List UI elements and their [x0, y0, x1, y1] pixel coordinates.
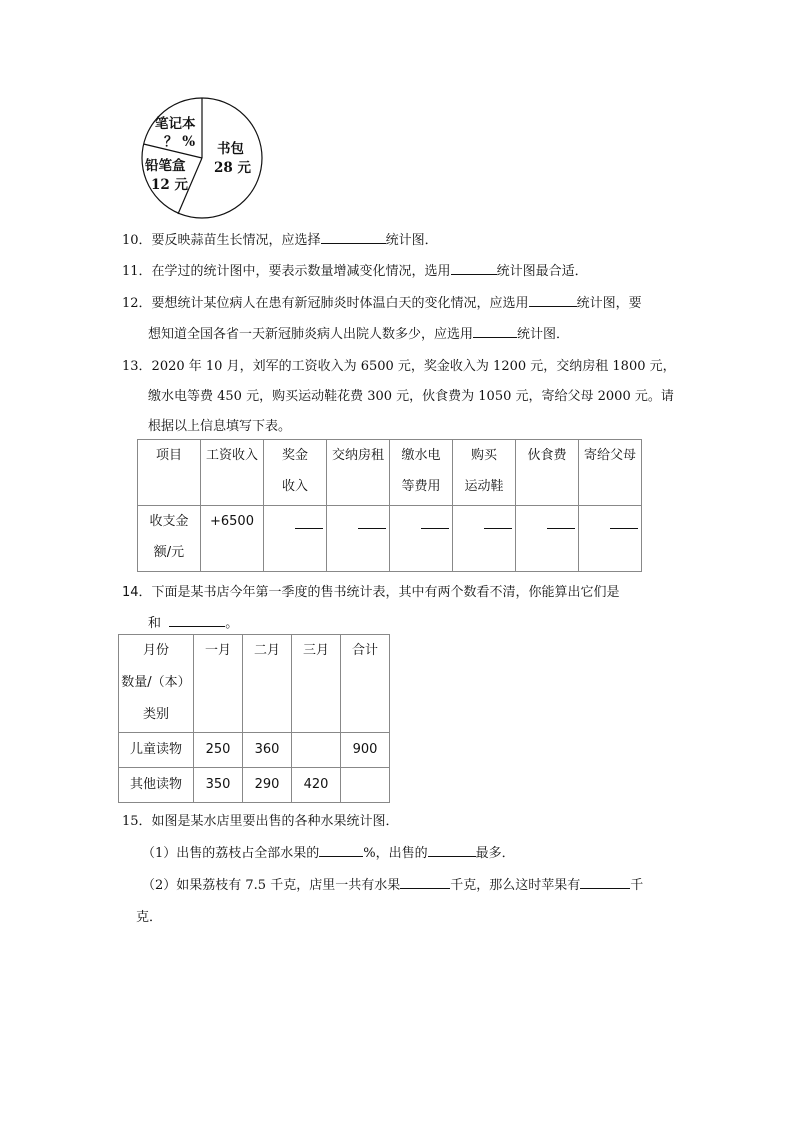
- question-14-line-2: [148, 612, 238, 631]
- question-14: [122, 581, 620, 600]
- answer-blank[interactable]: [321, 231, 386, 244]
- answer-blank[interactable]: [451, 262, 497, 275]
- question-15-part-2: [142, 874, 643, 893]
- question-text: 千克，那么这时苹果有: [450, 878, 581, 893]
- question-text: （2）如果荔枝有 7.5 千克，店里一共有水果: [142, 878, 401, 893]
- slice-value-pencilcase: 12 元: [151, 177, 188, 193]
- header-cell: 奖金 收入: [264, 440, 327, 506]
- answer-blank[interactable]: [319, 844, 363, 857]
- value-cell: 350: [194, 768, 243, 803]
- month-header: 二月: [243, 635, 292, 733]
- slice-value-bag: 28 元: [214, 160, 251, 176]
- answer-cell[interactable]: [390, 506, 453, 572]
- question-text: 缴水电等费 450 元，购买运动鞋花费 300 元，伙食费为 1050 元，寄给父母 2000 元。请: [148, 389, 674, 404]
- value-cell: [341, 768, 390, 803]
- question-10: [122, 229, 438, 248]
- answer-blank[interactable]: [610, 506, 638, 529]
- question-text: 统计图．: [385, 233, 438, 248]
- answer-blank[interactable]: [295, 506, 323, 529]
- question-text: %，出售的: [363, 846, 428, 861]
- table-row: [119, 768, 390, 803]
- question-13: [122, 355, 676, 374]
- question-15-part-1: [142, 842, 515, 861]
- value-cell: 900: [341, 733, 390, 768]
- pie-chart: [137, 96, 267, 222]
- header-cell: 项目: [138, 440, 201, 506]
- answer-cell[interactable]: [579, 506, 642, 572]
- row-label: 其他读物: [119, 768, 194, 803]
- table-row: [138, 506, 642, 572]
- question-15-part-2-line-2: [136, 906, 162, 925]
- header-cell: 寄给父母: [579, 440, 642, 506]
- answer-cell[interactable]: [327, 506, 390, 572]
- income-expense-table: [137, 439, 642, 572]
- answer-blank[interactable]: [400, 876, 450, 889]
- answer-cell[interactable]: [264, 506, 327, 572]
- answer-blank[interactable]: [473, 325, 517, 338]
- value-cell: 290: [243, 768, 292, 803]
- value-cell: 420: [292, 768, 341, 803]
- question-text: 下面是某书店今年第一季度的售书统计表，其中有两个数看不清，你能算出它们是: [151, 585, 620, 600]
- question-text: 。: [225, 616, 239, 631]
- answer-blank[interactable]: [358, 506, 386, 529]
- header-cell: 伙食费: [516, 440, 579, 506]
- question-text: 根据以上信息填写下表。: [148, 419, 292, 434]
- answer-blank[interactable]: [484, 506, 512, 529]
- question-text: 统计图，要: [576, 296, 642, 311]
- month-header: 一月: [194, 635, 243, 733]
- question-text: 千: [630, 878, 644, 893]
- answer-blank[interactable]: [169, 614, 225, 627]
- answer-blank[interactable]: [428, 844, 476, 857]
- answer-blank[interactable]: [529, 294, 577, 307]
- row-label: 收支金 额/元: [138, 506, 201, 572]
- corner-cell: 月份 数量/（本） 类别: [119, 635, 194, 733]
- question-text: 统计图．: [517, 327, 570, 342]
- question-text: 统计图最合适．: [496, 264, 588, 279]
- header-cell: 购买 运动鞋: [453, 440, 516, 506]
- question-12: [122, 292, 642, 311]
- question-13-line-2: [148, 385, 674, 404]
- question-text: 要想统计某位病人在患有新冠肺炎时体温白天的变化情况，应选用: [151, 296, 529, 311]
- question-12-line-2: [148, 323, 569, 342]
- header-cell: 缴水电 等费用: [390, 440, 453, 506]
- answer-blank[interactable]: [421, 506, 449, 529]
- answer-blank[interactable]: [580, 876, 630, 889]
- slice-label-pencilcase: 铅笔盒: [145, 158, 186, 174]
- question-15: [122, 810, 399, 829]
- question-number: 13．: [122, 359, 152, 374]
- value-cell: +6500: [201, 506, 264, 572]
- question-number: 14．: [122, 585, 152, 600]
- question-13-line-3: [148, 415, 291, 434]
- value-cell: 360: [243, 733, 292, 768]
- question-number: 12．: [122, 296, 152, 311]
- table-header-row: [119, 635, 390, 733]
- slice-label-bag: 书包: [217, 141, 244, 157]
- slice-value-notebook: ？ %: [164, 134, 196, 150]
- header-cell: 交纳房租: [327, 440, 390, 506]
- question-number: 15．: [122, 814, 152, 829]
- question-text: 最多．: [475, 846, 515, 861]
- table-header-row: [138, 440, 642, 506]
- value-cell: [292, 733, 341, 768]
- value-cell: 250: [194, 733, 243, 768]
- answer-cell[interactable]: [453, 506, 516, 572]
- question-text: 想知道全国各省一天新冠肺炎病人出院人数多少，应选用: [148, 327, 474, 342]
- month-header: 三月: [292, 635, 341, 733]
- slice-label-notebook: 笔记本: [155, 116, 196, 132]
- question-text: （1）出售的荔枝占全部水果的: [142, 846, 320, 861]
- question-text: 要反映蒜苗生长情况，应选择: [151, 233, 321, 248]
- question-text: 如图是某水店里要出售的各种水果统计图．: [151, 814, 399, 829]
- question-text: 和: [148, 616, 162, 631]
- header-cell: 工资收入: [201, 440, 264, 506]
- question-11: [122, 260, 588, 279]
- answer-cell[interactable]: [516, 506, 579, 572]
- question-number: 10．: [122, 233, 152, 248]
- month-header: 合计: [341, 635, 390, 733]
- question-text: 2020 年 10 月，刘军的工资收入为 6500 元，奖金收入为 1200 元，交纳房租 1800 元，: [151, 359, 676, 374]
- question-text: 在学过的统计图中，要表示数量增减变化情况，选用: [151, 264, 451, 279]
- question-number: 11．: [122, 264, 152, 279]
- question-text: 克．: [136, 910, 163, 925]
- table-row: [119, 733, 390, 768]
- book-sales-table: [118, 634, 390, 803]
- answer-blank[interactable]: [547, 506, 575, 529]
- row-label: 儿童读物: [119, 733, 194, 768]
